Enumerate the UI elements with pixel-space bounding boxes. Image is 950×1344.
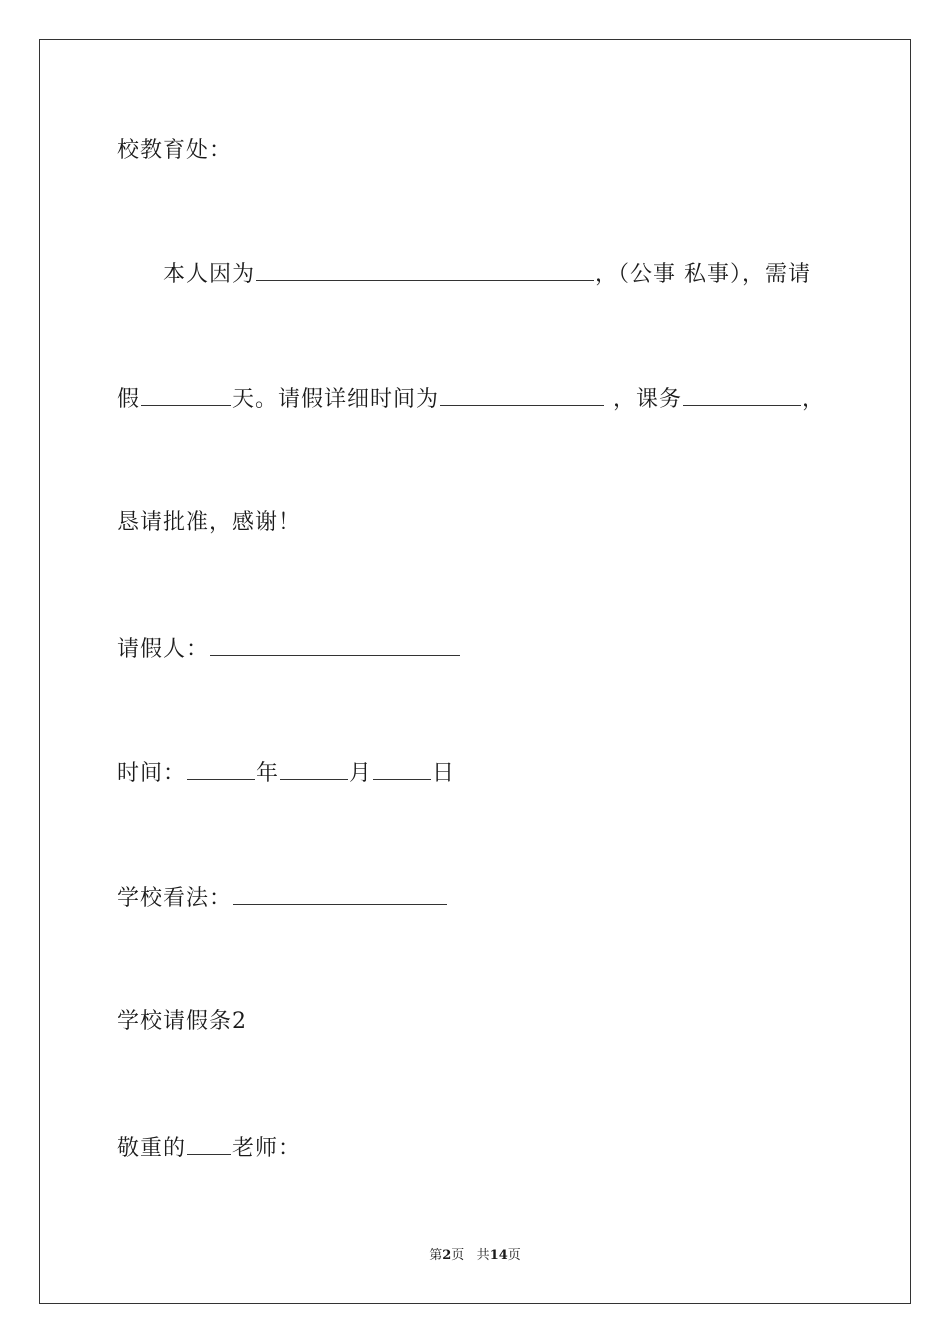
applicant-row [117, 633, 461, 665]
opinion-row [117, 882, 448, 914]
applicant-blank[interactable] [210, 633, 460, 656]
section-title-text: 学校请假条2 [117, 1009, 247, 1034]
salutation-text: 校教育处： [117, 138, 233, 163]
paragraph-request [117, 508, 301, 538]
greeting-row [117, 1132, 301, 1164]
footer-prefix: 第 [429, 1248, 443, 1263]
paragraph-reason [163, 258, 811, 290]
section-title [117, 1007, 247, 1037]
time-label: 时间： [117, 761, 187, 786]
detail-time-label: 天。请假详细时间为 [232, 387, 440, 412]
course-blank[interactable] [683, 383, 801, 406]
paragraph-duration [117, 383, 825, 415]
page-border [39, 39, 911, 1304]
footer-total-unit: 页 [507, 1248, 521, 1263]
current-page-number: 2 [442, 1248, 452, 1263]
year-label: 年 [256, 761, 280, 786]
day-blank[interactable] [373, 757, 431, 780]
reason-label: 本人因为 [163, 262, 256, 287]
year-blank[interactable] [187, 757, 255, 780]
leave-label: 假 [117, 387, 141, 412]
opinion-label: 学校看法： [117, 886, 233, 911]
page-footer [0, 1247, 950, 1265]
footer-total-prefix: 共 [476, 1248, 490, 1263]
opinion-blank[interactable] [233, 882, 447, 905]
greeting-label: 敬重的 [117, 1136, 187, 1161]
salutation [117, 136, 232, 166]
teacher-label: 老师： [232, 1136, 302, 1161]
day-label: 日 [432, 761, 456, 786]
comma: ， [802, 387, 826, 412]
month-blank[interactable] [280, 757, 348, 780]
total-page-number: 14 [489, 1248, 508, 1263]
days-blank[interactable] [141, 383, 231, 406]
footer-page-unit: 页 [451, 1248, 465, 1263]
detail-time-blank[interactable] [440, 383, 604, 406]
reason-blank[interactable] [256, 258, 594, 281]
request-text: 恳请批准，感谢！ [117, 510, 302, 535]
course-label: ，课务 [605, 387, 683, 412]
time-row [117, 757, 455, 789]
applicant-label: 请假人： [117, 637, 210, 662]
month-label: 月 [349, 761, 373, 786]
teacher-blank[interactable] [187, 1132, 231, 1155]
reason-type-text: ，（公事 私事），需请 [595, 262, 812, 287]
